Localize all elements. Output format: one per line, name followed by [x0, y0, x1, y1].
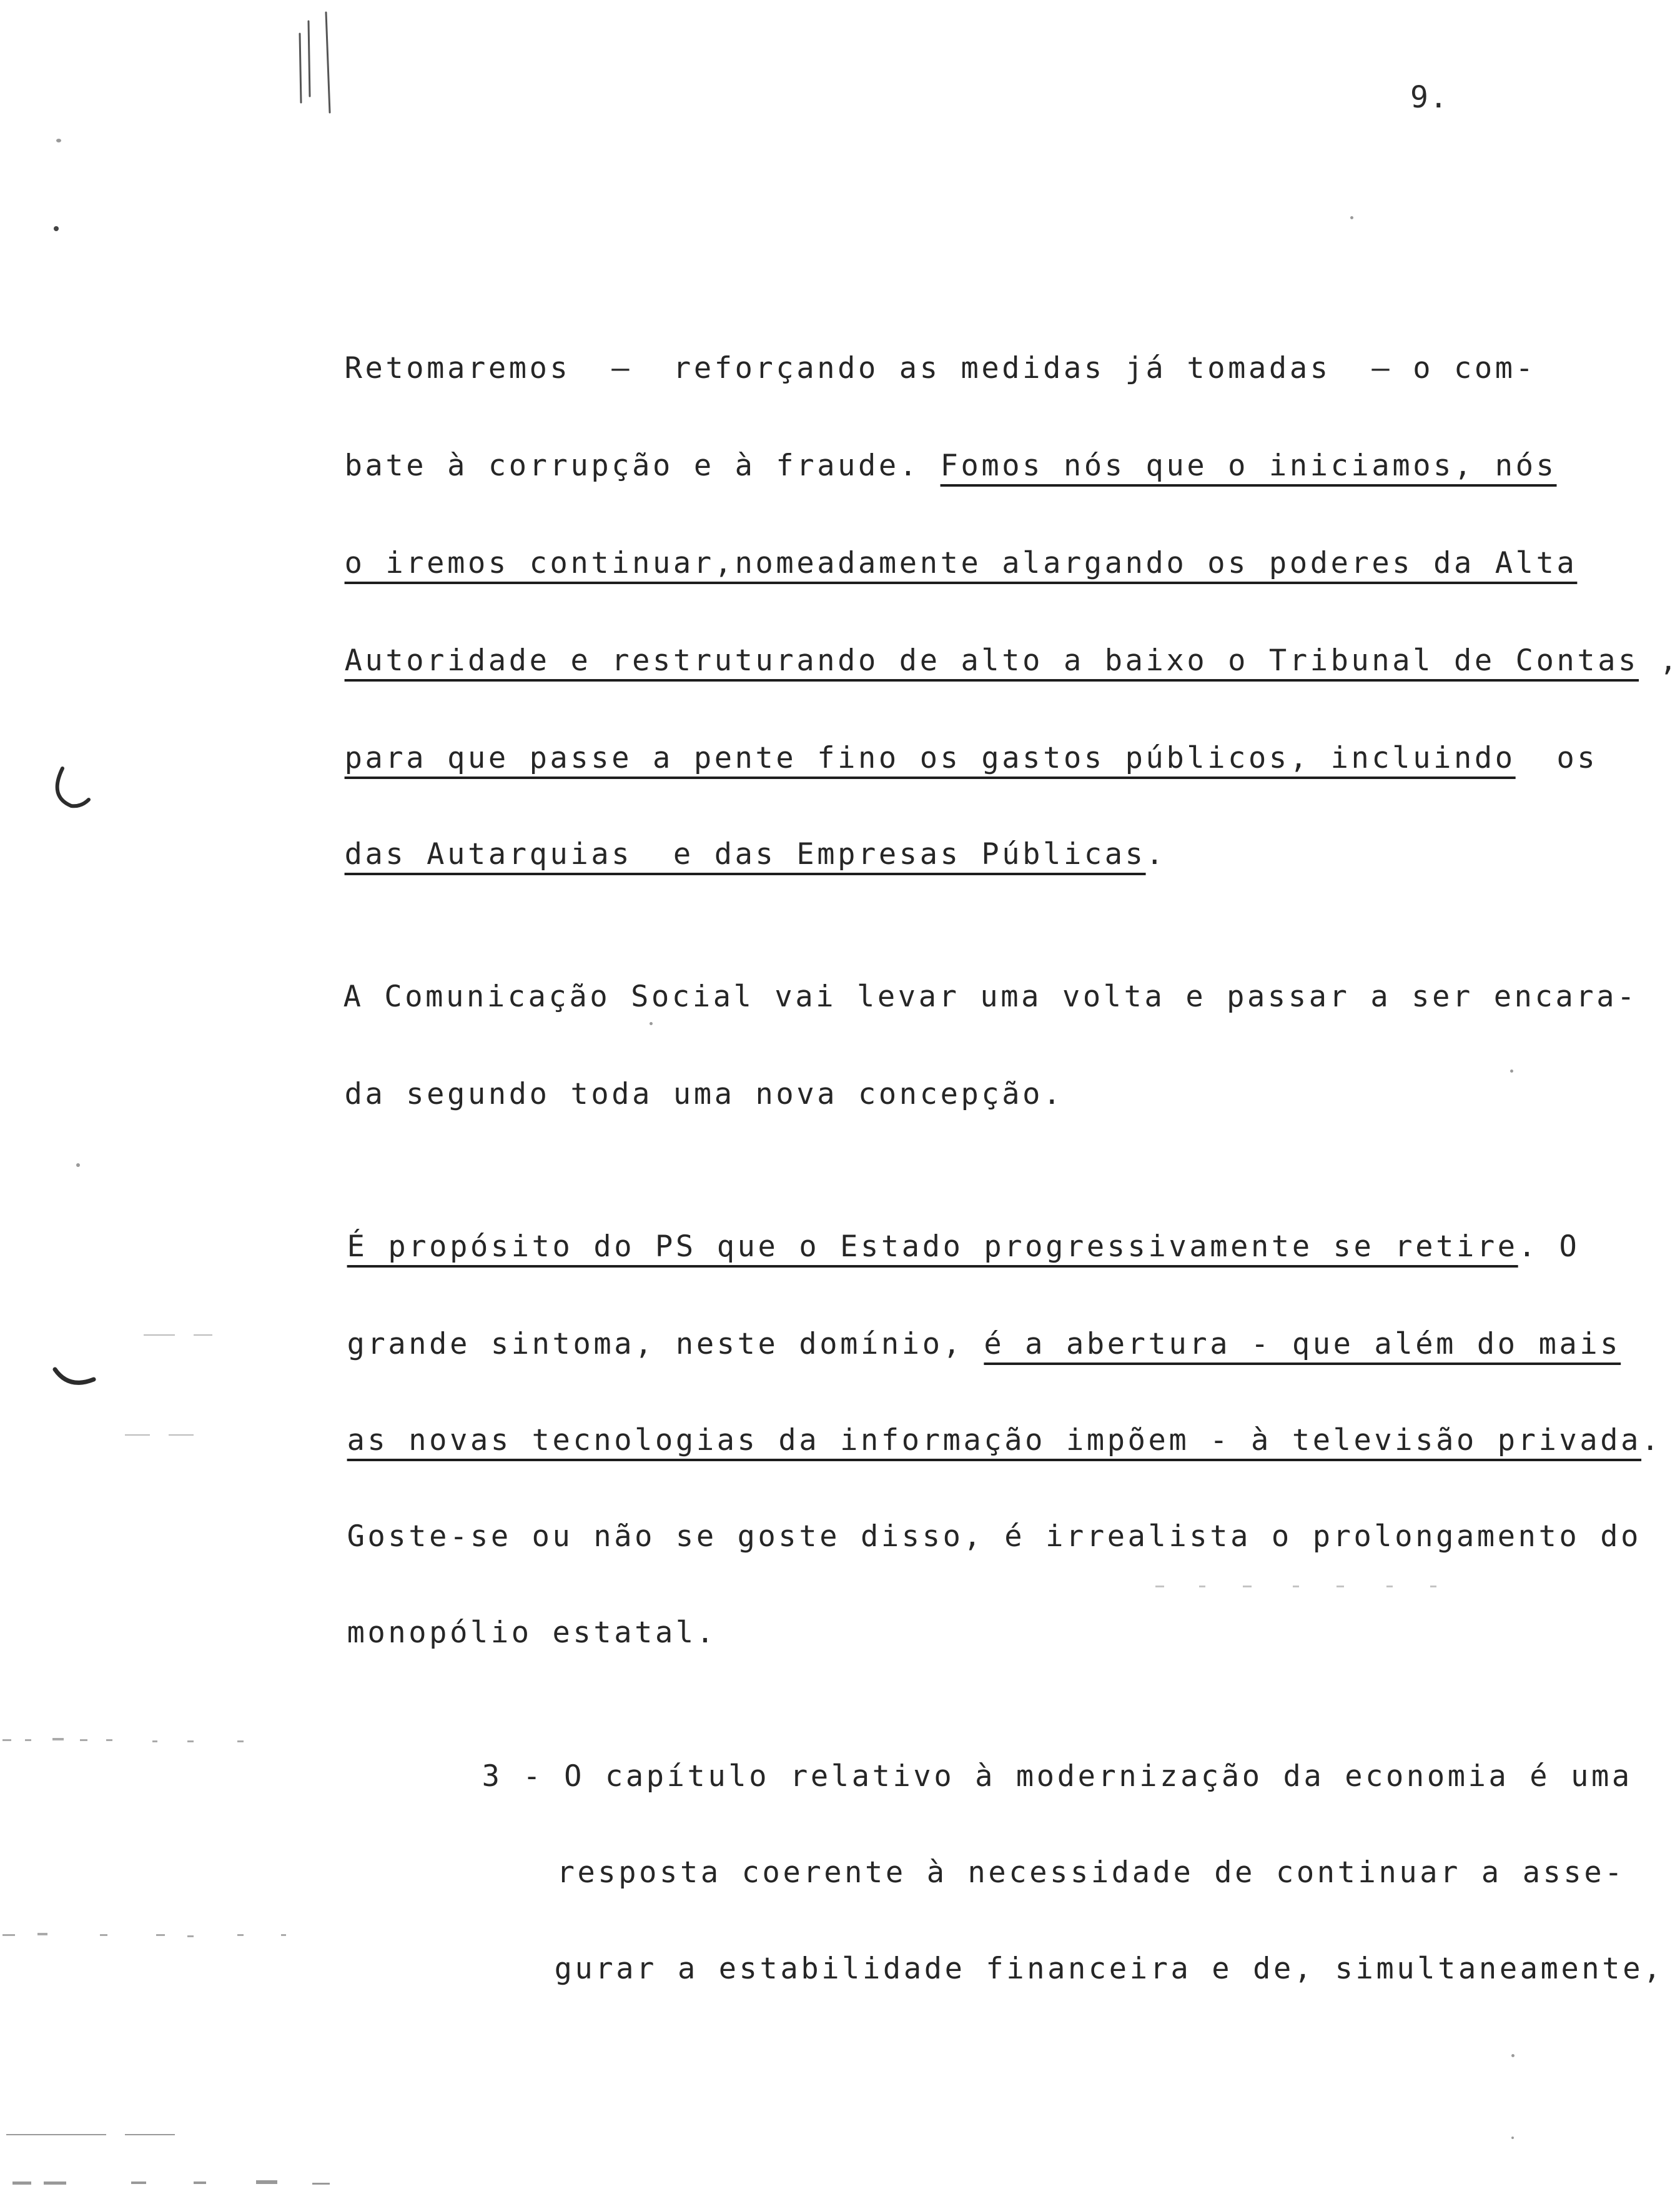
scan-speck: [54, 226, 59, 231]
text-run: A Comunicação Social vai levar uma volta e passar a ser encara-: [343, 980, 1638, 1014]
underlined-text: as novas tecnologias da informação impõem - à televisão privada: [347, 1423, 1642, 1457]
underlined-text: é a abertura - que além do mais: [984, 1327, 1621, 1361]
underlined-text: o iremos continuar,nomeadamente alargando os poderes da Alta: [344, 546, 1578, 580]
scan-noise-margin: [125, 1299, 250, 1449]
underlined-text: É propósito do PS que o Estado progressivamente se retire: [347, 1229, 1518, 1264]
text-run: grande sintoma, neste domínio,: [347, 1327, 984, 1361]
text-line: [265, 1292, 1621, 1397]
scan-speck: [650, 1022, 653, 1025]
list-item-line: [400, 1724, 1633, 1829]
scan-speck: [76, 1163, 80, 1167]
scan-speck: [1510, 1070, 1513, 1073]
list-item-line: [472, 1917, 1664, 2022]
text-run: da segundo toda uma nova concepção.: [344, 1077, 1064, 1111]
text-line: [265, 1484, 1641, 1589]
text-line: [265, 1194, 1579, 1299]
text-line: [262, 608, 1680, 713]
text-run: . O: [1518, 1229, 1580, 1264]
underlined-text: Autoridade e restruturando de alto a baixo o Tribunal de Contas: [344, 643, 1639, 678]
text-line: [262, 1042, 1064, 1147]
scan-speck: [56, 139, 61, 142]
scan-speck: [1350, 216, 1353, 219]
text-run: gurar a estabilidade financeira e de, simultaneamente,: [554, 1952, 1664, 1986]
text-run: .: [1641, 1423, 1662, 1457]
text-line: [262, 706, 1598, 811]
text-line: [265, 1388, 1662, 1493]
underlined-text: das Autarquias e das Empresas Públicas: [344, 837, 1146, 871]
text-run: 3 - O capítulo relativo à modernização da economia é uma: [482, 1759, 1633, 1794]
text-line: [265, 1581, 717, 1685]
text-line: [261, 945, 1638, 1050]
scan-speck: [1511, 2137, 1514, 2139]
list-item-line: [475, 1820, 1625, 1925]
underlined-text: para que passe a pente fino os gastos públicos, incluindo: [344, 741, 1516, 775]
text-line: [262, 802, 1166, 907]
binder-hole-mark-upper: [44, 762, 100, 818]
text-run: .: [1145, 837, 1167, 871]
text-run: ,: [1639, 643, 1680, 678]
text-line: [262, 511, 1577, 616]
scan-noise-bottom: [0, 2124, 375, 2189]
page-number: 9.: [1410, 80, 1449, 115]
text-run: os: [1515, 741, 1598, 775]
underlined-text: Fomos nós que o iniciamos, nós: [940, 449, 1557, 483]
scribble-mark-top: [294, 9, 343, 115]
text-run: Retomaremos — reforçando as medidas já tomadas — o com-: [344, 351, 1536, 385]
binder-hole-mark-lower: [50, 1362, 112, 1412]
text-line: [262, 414, 1557, 519]
text-line: [262, 316, 1536, 421]
text-run: Goste-se ou não se goste disso, é irrealista o prolongamento do: [347, 1519, 1642, 1554]
scan-noise-left: [0, 1730, 300, 1943]
text-run: resposta coerente à necessidade de continuar a asse-: [556, 1855, 1626, 1890]
text-run: monopólio estatal.: [347, 1616, 717, 1650]
scan-speck: [1511, 2054, 1514, 2057]
text-run: bate à corrupção e à fraude.: [344, 449, 941, 483]
